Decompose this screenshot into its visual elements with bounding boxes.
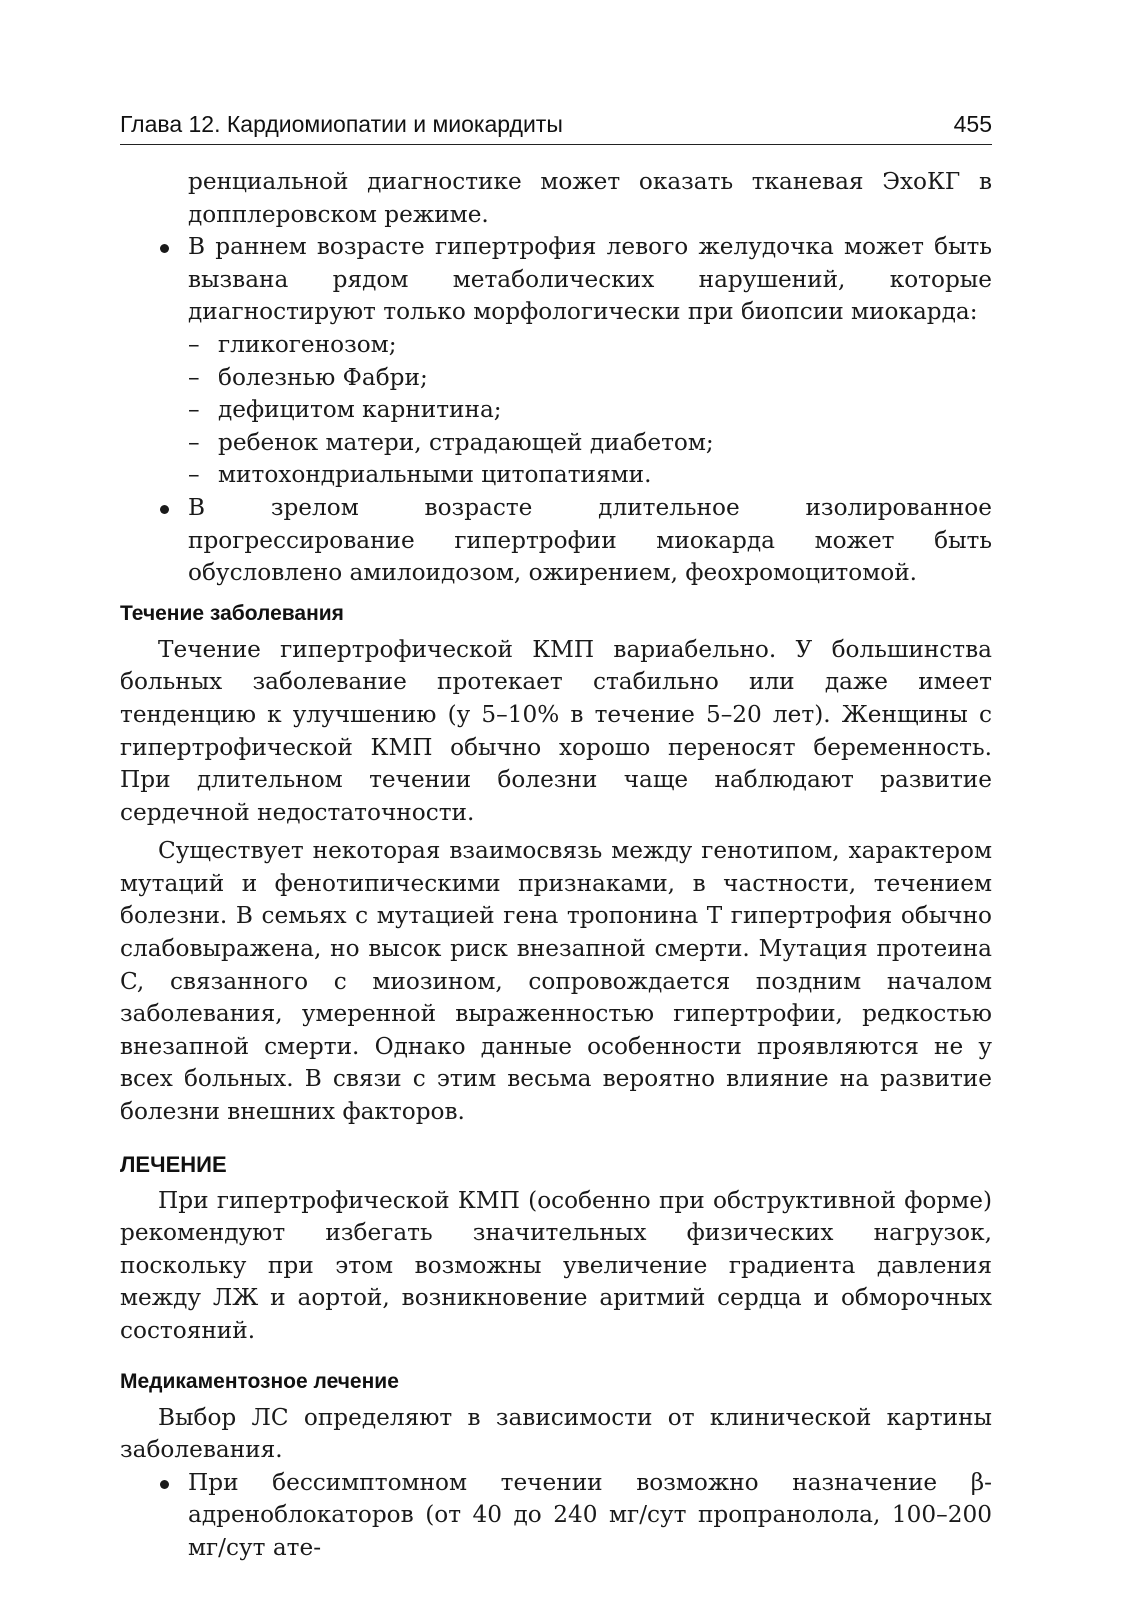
treatment-paragraph: При гипертрофической КМП (особенно при обструктивной форме) рекомендуют избегать значительных физических нагрузок, поскольку при этом возможны увеличение градиента давления между ЛЖ и аортой, возникновение аритмий сердца и обморочных состояний. [120, 1186, 992, 1344]
dash-item: – митохондриальными цитопатиями. [120, 459, 992, 492]
dash-item: – ребенок матери, страдающей диабетом; [120, 427, 992, 460]
bullet-mature-age: В зрелом возрасте длительное изолированное прогрессирование гипертрофии миокарда может быть обусловлено амилоидозом, ожирением, феохромоцитомой. [120, 492, 992, 590]
dash-item: – гликогенозом; [120, 329, 992, 362]
drug-paragraph: Выбор ЛС определяют в зависимости от клинической картины заболевания. [120, 1403, 992, 1464]
course-paragraph-2: Существует некоторая взаимосвязь между генотипом, характером мутаций и фенотипическими признаками, в частности, течением болезни. В семьях с мутацией гена тропонина T гипертрофия обычно слабовыражена, но высок риск внезапной смерти. Мутация протеина C, связанного с миозином, сопровождается поздним началом заболевания, умеренной выраженностью гипертрофии, редкостью внезапной смерти. Однако данные особенности проявляются не у всех больных. В связи с этим весьма вероятно влияние на развитие болезни внешних факторов. [120, 837, 992, 1126]
dash-item: – болезнью Фабри; [120, 362, 992, 395]
running-header [120, 110, 992, 145]
section-heading-treatment: ЛЕЧЕНИЕ [120, 1151, 227, 1177]
page-number: 455 [953, 111, 992, 137]
dash-item: – дефицитом карнитина; [120, 394, 992, 427]
subheading-drug-treatment: Медикаментозное лечение [120, 1369, 399, 1393]
chapter-title: Глава 12. Кардиомиопатии и миокардиты [120, 111, 563, 137]
bullet-asymptomatic: При бессимптомном течении возможно назначение β-адреноблокаторов (от 40 до 240 мг/сут пропранолола, 100–200 мг/сут ате- [120, 1467, 992, 1565]
course-paragraph-1: Течение гипертрофической КМП вариабельно. У большинства больных заболевание протекает стабильно или даже имеет тенденцию к улучшению (у 5–10% в течение 5–20 лет). Женщины с гипертрофической КМП обычно хорошо переносят беременность. При длительном течении болезни чаще наблюдают развитие сердечной недостаточности. [120, 635, 992, 826]
subheading-course: Течение заболевания [120, 601, 344, 625]
page-body [120, 166, 992, 1565]
continuation-paragraph: ренциальной диагностике может оказать тканевая ЭхоКГ в допплеровском режиме. [188, 168, 992, 228]
bullet-metabolic: В раннем возрасте гипертрофия левого желудочка может быть вызвана рядом метаболических нарушений, которые диагностируют только морфологически при биопсии миокарда: [120, 231, 992, 329]
